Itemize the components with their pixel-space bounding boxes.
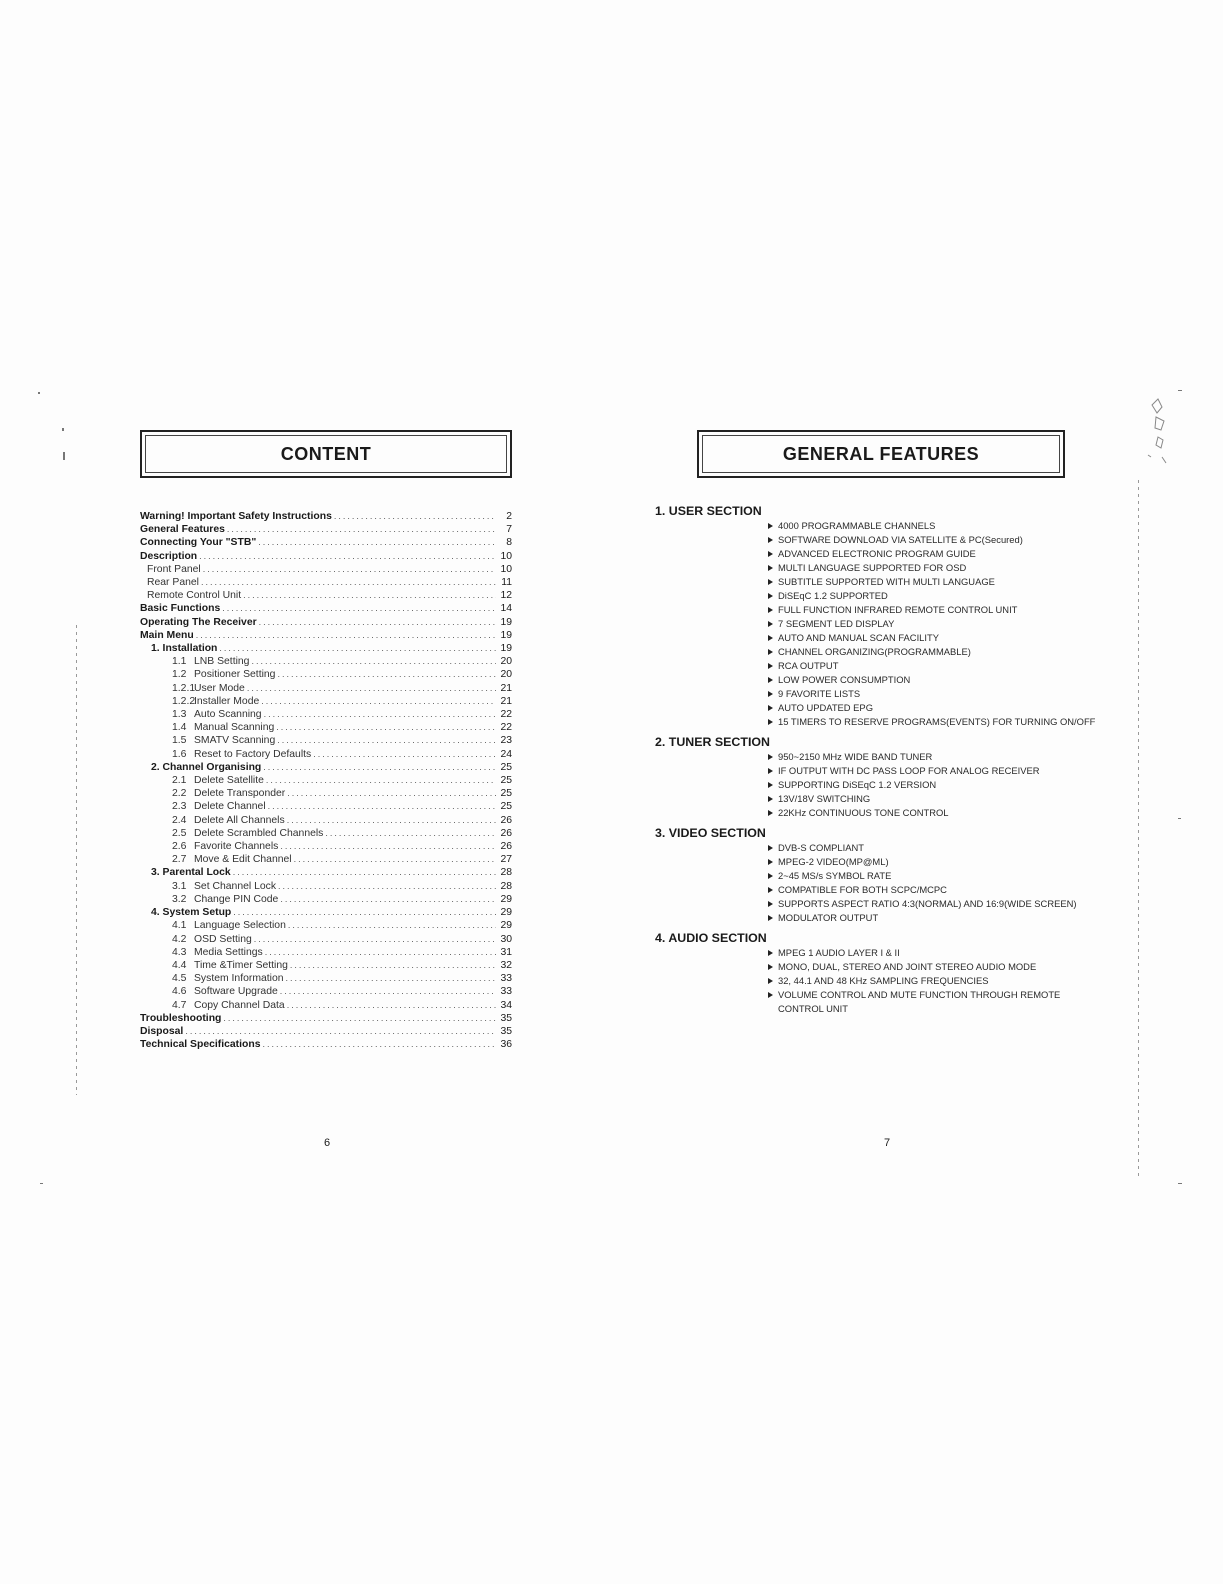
toc-entry-text: Operating The Receiver [140,616,257,628]
feature-item: FULL FUNCTION INFRARED REMOTE CONTROL UNIT [766,603,1096,617]
toc-entry-page: 26 [500,814,512,826]
toc-entry-number: 4.6 [172,986,187,998]
toc-entry-page: 32 [500,959,512,971]
toc-entry-number: 1.2.2 [172,695,196,707]
toc-entry-label [140,523,225,536]
toc-entry-label [172,999,285,1012]
toc-leader-dots [259,616,496,629]
toc-leader-dots [254,933,496,946]
toc-leader-dots [325,827,496,840]
toc-entry [140,933,512,946]
toc-entry-page: 31 [500,946,512,958]
toc-entry [140,550,512,563]
toc-entry-text: Remote Control Unit [147,590,242,602]
feature-item: CHANNEL ORGANIZING(PROGRAMMABLE) [766,645,1096,659]
toc-leader-dots [222,602,496,615]
feature-item: MULTI LANGUAGE SUPPORTED FOR OSD [766,561,1096,575]
general-features-page [655,430,1095,1022]
features-title-box [697,430,1065,478]
feature-item: AUTO AND MANUAL SCAN FACILITY [766,631,1096,645]
toc-entry-number: 1.3 [172,709,187,721]
toc-leader-dots [294,853,496,866]
toc-entry-text: LNB Setting [194,656,250,668]
toc-entry-page: 26 [500,827,512,839]
toc-entry-page: 7 [506,524,512,536]
toc-leader-dots [247,682,496,695]
scan-speck [1178,1183,1182,1184]
feature-item: MONO, DUAL, STEREO AND JOINT STEREO AUDIO MODE [766,960,1096,974]
toc-entry-label [147,563,201,576]
toc-entry-text: Warning! Important Safety Instructions [140,511,332,522]
toc-entry-text: Reset to Factory Defaults [194,748,312,760]
toc-leader-dots [280,985,496,998]
feature-item: ADVANCED ELECTRONIC PROGRAM GUIDE [766,547,1096,561]
toc-entry [140,814,512,827]
toc-entry-page: 23 [500,735,512,747]
feature-item: DiSEqC 1.2 SUPPORTED [766,589,1096,603]
table-of-contents [140,510,512,1051]
toc-entry-page: 33 [500,973,512,985]
feature-item: 9 FAVORITE LISTS [766,687,1096,701]
toc-entry-page: 33 [500,986,512,998]
toc-entry-number: 2.2 [172,788,187,800]
feature-section-heading: 1. USER SECTION [655,504,762,518]
toc-entry-text: 2. Channel Organising [151,761,262,773]
toc-entry-label [140,602,220,615]
toc-entry [140,946,512,959]
toc-entry [140,1025,512,1038]
toc-entry-number: 4.1 [172,920,187,932]
toc-leader-dots [223,1012,496,1025]
feature-item: LOW POWER CONSUMPTION [766,673,1096,687]
toc-entry-label [151,642,217,655]
toc-entry-page: 21 [500,695,512,707]
toc-entry-page: 28 [500,880,512,892]
toc-entry-number: 1.6 [172,748,187,760]
toc-entry [140,523,512,536]
scan-speck [40,1183,43,1184]
toc-entry [140,748,512,761]
toc-entry-text: Set Channel Lock [194,880,277,892]
toc-entry-page: 8 [506,537,512,549]
page-number-right: 7 [884,1137,891,1149]
toc-leader-dots [263,761,496,774]
feature-item: 15 TIMERS TO RESERVE PROGRAMS(EVENTS) FOR TURNING ON/OFF [766,715,1096,729]
feature-section-list [655,750,1095,820]
toc-leader-dots [276,721,496,734]
toc-entry-page: 22 [500,709,512,721]
toc-entry [140,668,512,681]
toc-entry-text: 3. Parental Lock [151,867,231,879]
toc-entry-number: 1.5 [172,735,187,747]
feature-item: 2~45 MS/s SYMBOL RATE [766,869,1096,883]
toc-leader-dots [219,642,496,655]
toc-entry-text: Delete All Channels [194,814,285,826]
toc-entry-page: 29 [500,893,512,905]
feature-section-list [655,519,1095,729]
toc-leader-dots [258,536,496,549]
toc-entry-label [172,774,264,787]
toc-entry-label [140,1038,261,1051]
toc-entry-number: 2.4 [172,814,187,826]
toc-entry-label [140,1012,221,1025]
toc-entry-number: 2.7 [172,854,187,866]
toc-entry [140,510,512,523]
toc-entry [140,959,512,972]
toc-leader-dots [263,1038,497,1051]
toc-entry-page: 26 [500,841,512,853]
toc-entry [140,761,512,774]
toc-entry-number: 4.7 [172,999,187,1011]
toc-entry-page: 27 [500,854,512,866]
features-title: GENERAL FEATURES [782,443,980,464]
toc-entry-page: 35 [500,1012,512,1024]
toc-leader-dots [287,999,496,1012]
toc-leader-dots [268,800,496,813]
feature-item: COMPATIBLE FOR BOTH SCPC/MCPC [766,883,1096,897]
toc-entry-label [172,827,323,840]
toc-entry [140,1012,512,1025]
toc-entry [140,999,512,1012]
content-page [140,430,512,1051]
toc-entry-page: 14 [500,603,512,615]
toc-entry [140,893,512,906]
toc-entry [140,734,512,747]
toc-leader-dots [287,787,496,800]
scan-speck [1178,818,1181,819]
toc-entry-text: Favorite Channels [194,841,279,853]
toc-entry-page: 19 [500,616,512,628]
toc-entry-text: Basic Functions [140,603,221,615]
toc-leader-dots [286,972,496,985]
toc-entry [140,616,512,629]
toc-entry-text: Technical Specifications [140,1039,261,1051]
scan-speck [63,452,65,460]
toc-entry-label [172,893,278,906]
scan-speck [62,428,64,431]
toc-entry-number: 2.5 [172,827,187,839]
feature-item: SOFTWARE DOWNLOAD VIA SATELLITE & PC(Secured) [766,533,1096,547]
toc-entry-page: 10 [500,563,512,575]
toc-entry-label [172,946,263,959]
feature-section-heading: 3. VIDEO SECTION [655,826,766,840]
toc-entry [140,787,512,800]
toc-entry-page: 11 [501,577,512,589]
toc-entry [140,536,512,549]
toc-entry-text: Copy Channel Data [194,999,285,1011]
toc-entry-text: Delete Satellite [194,775,264,787]
toc-entry-page: 12 [500,590,512,602]
toc-entry-label [172,787,285,800]
feature-section-heading: 2. TUNER SECTION [655,735,770,749]
toc-entry-page: 24 [500,748,512,760]
toc-entry [140,919,512,932]
toc-leader-dots [251,655,496,668]
toc-entry-text: Delete Transponder [194,788,286,800]
toc-entry-label [172,959,288,972]
toc-entry-label [172,985,278,998]
toc-entry-text: Installer Mode [194,695,260,707]
toc-entry [140,866,512,879]
feature-item: AUTO UPDATED EPG [766,701,1096,715]
toc-entry-number: 3.1 [172,880,187,892]
toc-entry-page: 20 [500,669,512,681]
toc-entry-text: SMATV Scanning [194,735,276,747]
feature-item: VOLUME CONTROL AND MUTE FUNCTION THROUGH REMOTE CONTROL UNIT [766,988,1096,1016]
toc-leader-dots [201,576,496,589]
toc-entry-text: Software Upgrade [194,986,278,998]
toc-leader-dots [233,866,496,879]
feature-item: SUPPORTING DiSEqC 1.2 VERSION [766,778,1096,792]
toc-entry [140,840,512,853]
feature-section-heading: 4. AUDIO SECTION [655,931,767,945]
toc-leader-dots [287,814,496,827]
toc-leader-dots [280,840,496,853]
toc-entry-page: 35 [500,1025,512,1037]
toc-leader-dots [288,919,496,932]
toc-entry-page: 25 [500,801,512,813]
toc-entry-label [140,1025,183,1038]
toc-leader-dots [203,563,496,576]
toc-entry-text: Main Menu [140,629,194,641]
toc-entry-page: 22 [500,722,512,734]
feature-item: SUBTITLE SUPPORTED WITH MULTI LANGUAGE [766,575,1096,589]
feature-item: 32, 44.1 AND 48 KHz SAMPLING FREQUENCIES [766,974,1096,988]
toc-entry-label [172,695,259,708]
toc-entry-text: Connecting Your "STB" [140,537,257,549]
toc-entry-text: Front Panel [147,563,201,575]
toc-entry-page: 19 [500,643,512,655]
toc-entry-label [172,708,262,721]
feature-item: IF OUTPUT WITH DC PASS LOOP FOR ANALOG RECEIVER [766,764,1096,778]
toc-leader-dots [243,589,496,602]
toc-entry-number: 4.2 [172,933,187,945]
feature-item: SUPPORTS ASPECT RATIO 4:3(NORMAL) AND 16:9(WIDE SCREEN) [766,897,1096,911]
toc-entry-text: Rear Panel [147,577,199,589]
feature-item: MPEG 1 AUDIO LAYER I & II [766,946,1096,960]
toc-entry [140,972,512,985]
toc-entry-page: 25 [500,761,512,773]
feature-item: 13V/18V SWITCHING [766,792,1096,806]
toc-leader-dots [313,748,496,761]
features-list [655,504,1095,1016]
toc-entry-label [172,972,284,985]
toc-entry-label [172,748,311,761]
toc-entry-number: 1.4 [172,722,187,734]
toc-entry-page: 30 [500,933,512,945]
page-number-left: 6 [324,1137,331,1149]
scan-edge-left [76,625,77,1095]
toc-entry-label [172,734,275,747]
toc-entry-text: Move & Edit Channel [194,854,292,866]
toc-entry-text: Auto Scanning [194,709,262,721]
toc-entry-number: 1.1 [172,656,187,668]
toc-entry-number: 2.6 [172,841,187,853]
toc-entry-text: Manual Scanning [194,722,275,734]
toc-entry-text: General Features [140,524,225,536]
feature-section-list [655,946,1095,1016]
toc-entry [140,708,512,721]
toc-entry-page: 2 [506,511,512,522]
toc-leader-dots [334,510,496,523]
toc-entry-page: 19 [500,629,512,641]
toc-entry-text: User Mode [194,682,245,694]
toc-entry-text: Delete Scrambled Channels [194,827,324,839]
toc-entry [140,721,512,734]
toc-entry-text: Time &Timer Setting [194,959,288,971]
toc-entry [140,655,512,668]
feature-item: MPEG-2 VIDEO(MP@ML) [766,855,1096,869]
toc-entry-label [140,536,256,549]
toc-entry-number: 2.3 [172,801,187,813]
toc-entry-label [151,866,231,879]
toc-entry [140,985,512,998]
toc-leader-dots [277,668,496,681]
toc-leader-dots [196,629,496,642]
toc-entry-label [172,933,252,946]
toc-entry-label [151,761,261,774]
toc-entry-page: 34 [500,999,512,1011]
toc-leader-dots [278,880,496,893]
toc-entry [140,642,512,655]
toc-entry-text: 1. Installation [151,643,218,655]
toc-entry-text: Change PIN Code [194,893,279,905]
feature-item: DVB-S COMPLIANT [766,841,1096,855]
toc-leader-dots [199,550,496,563]
feature-section-list [655,841,1095,925]
toc-entry-label [172,880,276,893]
feature-item: MODULATOR OUTPUT [766,911,1096,925]
scan-speck [38,392,40,394]
toc-entry-text: Language Selection [194,920,286,932]
toc-entry [140,682,512,695]
toc-entry-label [147,589,241,602]
toc-entry-label [140,616,257,629]
toc-entry-number: 4.4 [172,959,187,971]
toc-entry-label [172,853,292,866]
feature-item: RCA OUTPUT [766,659,1096,673]
toc-entry-page: 25 [500,775,512,787]
toc-leader-dots [227,523,496,536]
feature-item: 7 SEGMENT LED DISPLAY [766,617,1096,631]
feature-item: 950~2150 MHz WIDE BAND TUNER [766,750,1096,764]
toc-entry-label [172,682,245,695]
scan-smudge [1138,385,1180,475]
toc-entry-page: 29 [500,920,512,932]
toc-entry-label [172,800,266,813]
toc-entry-label [147,576,199,589]
toc-entry [140,589,512,602]
toc-entry [140,827,512,840]
toc-entry-text: Positioner Setting [194,669,276,681]
toc-entry-page: 20 [500,656,512,668]
toc-entry-number: 4.3 [172,946,187,958]
toc-leader-dots [264,708,496,721]
toc-leader-dots [277,734,496,747]
toc-entry [140,800,512,813]
feature-item: 22KHz CONTINUOUS TONE CONTROL [766,806,1096,820]
toc-entry-label [140,550,197,563]
toc-leader-dots [266,774,496,787]
content-title-box [140,430,512,478]
toc-entry-text: Delete Channel [194,801,266,813]
toc-leader-dots [261,695,496,708]
toc-entry-label [151,906,231,919]
toc-entry-number: 1.2.1 [172,682,196,694]
toc-entry-number: 2.1 [172,775,187,787]
toc-entry [140,695,512,708]
toc-entry [140,576,512,589]
toc-leader-dots [185,1025,496,1038]
toc-entry-label [140,629,194,642]
toc-entry [140,853,512,866]
toc-entry [140,629,512,642]
toc-entry-page: 25 [500,788,512,800]
toc-entry-label [172,721,274,734]
toc-leader-dots [290,959,496,972]
toc-entry-text: System Information [194,973,284,985]
toc-entry-number: 3.2 [172,893,187,905]
toc-entry-text: 4. System Setup [151,907,232,919]
toc-entry [140,1038,512,1051]
toc-entry [140,563,512,576]
toc-leader-dots [265,946,496,959]
toc-entry-page: 10 [500,550,512,562]
toc-entry-number: 4.5 [172,973,187,985]
toc-entry-text: Description [140,550,198,562]
toc-entry-number: 1.2 [172,669,187,681]
toc-entry-label [172,814,285,827]
toc-leader-dots [280,893,496,906]
toc-entry-text: Disposal [140,1025,184,1037]
toc-entry [140,602,512,615]
toc-entry-label [172,919,286,932]
toc-entry [140,774,512,787]
toc-entry-label [140,510,332,523]
feature-item: 4000 PROGRAMMABLE CHANNELS [766,519,1096,533]
toc-entry-label [172,840,278,853]
toc-entry-page: 29 [500,907,512,919]
toc-entry [140,906,512,919]
toc-entry-page: 36 [500,1039,512,1051]
toc-entry-label [172,655,249,668]
toc-entry-text: OSD Setting [194,933,252,945]
scan-edge-right [1138,480,1139,1180]
toc-entry-page: 28 [500,867,512,879]
toc-leader-dots [233,906,496,919]
toc-entry [140,880,512,893]
content-title: CONTENT [280,443,372,464]
toc-entry-text: Media Settings [194,946,263,958]
toc-entry-page: 21 [500,682,512,694]
toc-entry-label [172,668,275,681]
toc-entry-text: Troubleshooting [140,1012,222,1024]
